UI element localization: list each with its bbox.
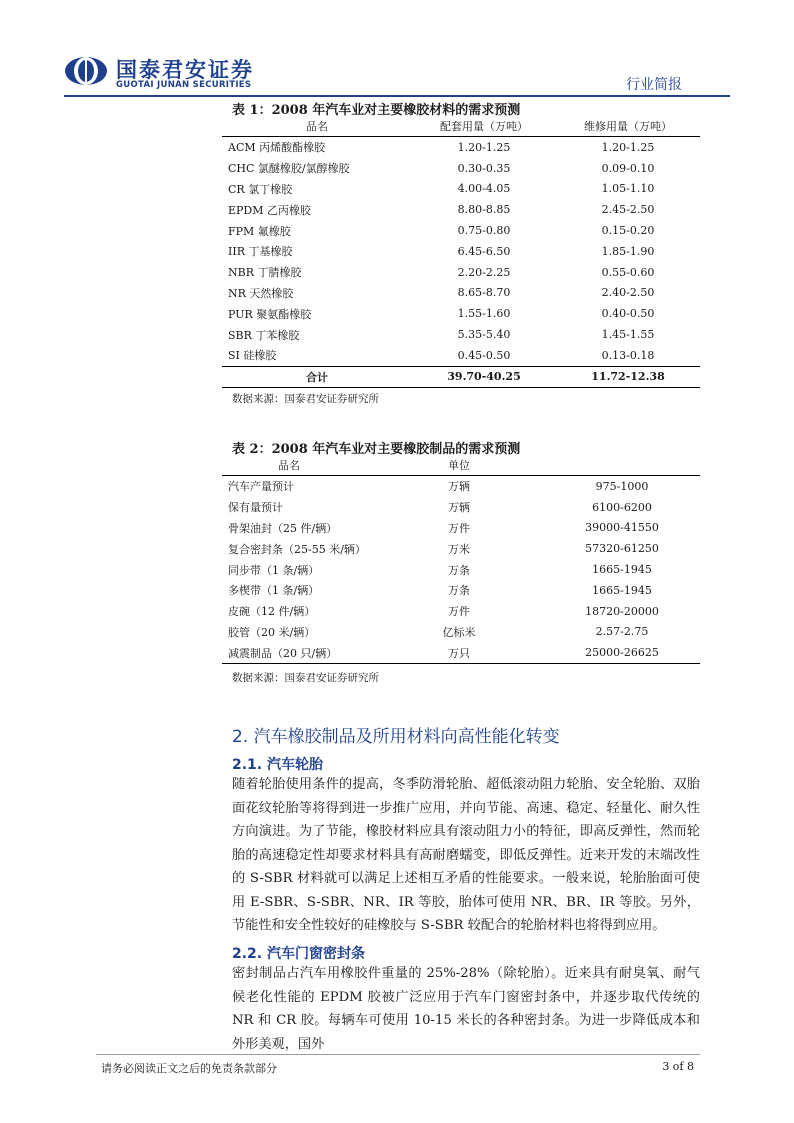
table-cell: 皮碗（12 件/辆）	[228, 605, 316, 619]
table-cell: SI 硅橡胶	[228, 349, 277, 363]
table-row	[222, 622, 700, 643]
table1-header-repair: 维修用量（万吨）	[556, 116, 700, 137]
table-row	[222, 179, 700, 200]
table-cell: PUR 聚氨酯橡胶	[228, 307, 312, 321]
table-cell: 多楔带（1 条/辆）	[228, 584, 320, 598]
table-row	[222, 345, 700, 366]
subsection-heading-seals: 2.2. 汽车门窗密封条	[232, 946, 365, 962]
table-row	[222, 199, 700, 220]
total-cell: 11.72-12.38	[556, 366, 700, 387]
table-cell: 1.20-1.25	[601, 140, 655, 154]
table-cell: 975-1000	[595, 479, 649, 493]
total-cell: 39.70-40.25	[412, 366, 556, 387]
table-cell: 4.00-4.05	[457, 182, 511, 196]
table-cell: 1.05-1.10	[601, 182, 655, 196]
table-cell: 0.13-0.18	[601, 348, 655, 362]
table-row	[222, 241, 700, 262]
table-cell: 0.09-0.10	[601, 161, 655, 175]
table-cell: 骨架油封（25 件/辆）	[228, 521, 338, 535]
table1-total-row	[222, 366, 700, 387]
table2-title: 表 2：2008 年汽车业对主要橡胶制品的需求预测	[232, 442, 521, 457]
paragraph-seals: 密封制品占汽车用橡胶件重量的 25%-28%（除轮胎）。近来具有耐臭氧、耐气候老化性能的 EPDM 胶被广泛应用于汽车门窗密封条中，并逐步取代传统的 NR 和 CR 胶。每辆车可使用 10-15 米长的各种密封条。为进一步降低成本和外形美观，国外	[232, 966, 700, 1052]
table-cell: 1.45-1.55	[601, 328, 655, 342]
logo-english-name: GUOTAI JUNAN SECURITIES	[116, 80, 252, 90]
table1-title: 表 1：2008 年汽车业对主要橡胶材料的需求预测	[232, 103, 521, 118]
table-cell: NBR 丁腈橡胶	[228, 266, 302, 280]
table-cell: 万米	[448, 542, 470, 556]
table-cell: 2.40-2.50	[601, 286, 655, 300]
table-row	[222, 642, 700, 663]
table-row	[222, 324, 700, 345]
table-row	[222, 283, 700, 304]
table-cell: 亿标米	[442, 625, 476, 639]
table-row	[222, 518, 700, 539]
table-cell: 6.45-6.50	[457, 244, 511, 258]
report-type-label: 行业简报	[626, 77, 682, 93]
table-cell: 39000-41550	[585, 521, 659, 535]
logo-chinese-name: 国泰君安证券	[116, 58, 254, 82]
table2-header-unit: 单位	[374, 455, 544, 476]
header-divider	[64, 95, 730, 97]
table-cell: 减震制品（20 只/辆）	[222, 642, 374, 663]
table-cell: 汽车产量预计	[228, 480, 294, 494]
table-cell: FPM 氟橡胶	[228, 224, 291, 238]
table-cell: 万件	[448, 521, 470, 535]
table1-header-name: 品名	[222, 116, 412, 137]
table-cell: NR 天然橡胶	[228, 286, 294, 300]
table-cell: 8.80-8.85	[457, 203, 511, 217]
table-cell: 0.55-0.60	[601, 265, 655, 279]
table2-body	[222, 476, 700, 664]
table-cell: 万只	[374, 642, 544, 663]
table-cell: 1.20-1.25	[457, 140, 511, 154]
table-row	[222, 538, 700, 559]
table-cell: 18720-20000	[585, 604, 659, 618]
table-cell: 0.15-0.20	[601, 224, 655, 238]
table-row	[222, 497, 700, 518]
table2	[222, 455, 700, 664]
table-cell: 57320-61250	[585, 542, 659, 556]
table-row	[222, 303, 700, 324]
table-cell: 5.35-5.40	[457, 328, 511, 342]
table-row	[222, 476, 700, 497]
table1	[222, 116, 700, 388]
table-cell: ACM 丙烯酸酯橡胶	[228, 141, 326, 155]
table-cell: 万条	[448, 584, 470, 598]
table-cell: IIR 丁基橡胶	[228, 245, 293, 259]
table-cell: 胶管（20 米/辆）	[228, 625, 316, 639]
paragraph-tires: 随着轮胎使用条件的提高，冬季防滑轮胎、超低滚动阻力轮胎、安全轮胎、双胎面花纹轮胎等将得到进一步推广应用，并向节能、高速、稳定、轻量化、耐久性方向演进。为了节能，橡胶材料应具有滚动阻力小的特征，即高反弹性，然而轮胎的高速稳定性却要求材料具有高耐磨蠕变，即低反弹性。近来开发的末端改性的 S-SBR 材料就可以满足上述相互矛盾的性能要求。一般来说，轮胎胎面可使用 E-SBR、S-SBR、NR、IR 等胶，胎体可使用 NR、BR、IR 等胶。另外，节能性和安全性较好的硅橡胶与 S-SBR 较配合的轮胎材料也将得到应用。	[232, 777, 700, 933]
table-cell: 1665-1945	[592, 583, 652, 597]
table-row	[222, 262, 700, 283]
table-cell: 2.45-2.50	[601, 203, 655, 217]
footer-disclaimer: 请务必阅读正文之后的免责条款部分	[101, 1062, 277, 1075]
table-row	[222, 137, 700, 158]
table-cell: 万件	[448, 605, 470, 619]
table2-header-row	[222, 455, 700, 476]
table-cell: 25000-26625	[544, 642, 700, 663]
page-number: 3 of 8	[662, 1060, 694, 1073]
table-cell: 0.45-0.50	[457, 348, 511, 362]
table-row	[222, 220, 700, 241]
table1-header-oem: 配套用量（万吨）	[412, 116, 556, 137]
table-row	[222, 601, 700, 622]
table-cell: 0.75-0.80	[457, 224, 511, 238]
total-cell: 合计	[222, 366, 412, 387]
table-row	[222, 559, 700, 580]
table-cell: 1.55-1.60	[457, 307, 511, 321]
table1-header-row	[222, 116, 700, 137]
table-cell: 2.57-2.75	[595, 625, 649, 639]
table-cell: 万辆	[448, 480, 470, 494]
logo-mark-icon	[64, 56, 108, 86]
section-heading: 2. 汽车橡胶制品及所用材料向高性能化转变	[232, 727, 560, 747]
table-cell: 6100-6200	[592, 500, 652, 514]
table-cell: 保有量预计	[228, 501, 283, 515]
table-cell: SBR 丁苯橡胶	[228, 328, 300, 342]
table-cell: 1.85-1.90	[601, 244, 655, 258]
table2-source: 数据来源：国泰君安证券研究所	[232, 672, 379, 684]
table-cell: CHC 氯醚橡胶/氯醇橡胶	[228, 162, 350, 176]
table-cell: 复合密封条（25-55 米/辆）	[228, 542, 366, 556]
table-cell: 万辆	[448, 501, 470, 515]
table2-header-value	[544, 455, 700, 476]
table-cell: 8.65-8.70	[457, 286, 511, 300]
table-cell: EPDM 乙丙橡胶	[228, 203, 312, 217]
table-cell: 0.30-0.35	[457, 161, 511, 175]
table-cell: 0.40-0.50	[601, 307, 655, 321]
table-cell: 1665-1945	[592, 563, 652, 577]
table-row	[222, 158, 700, 179]
table1-body	[222, 137, 700, 388]
footer-divider	[96, 1054, 700, 1055]
table2-header-name: 品名	[222, 455, 374, 476]
subsection-heading-tires: 2.1. 汽车轮胎	[232, 757, 323, 773]
table-row	[222, 580, 700, 601]
table-cell: 万条	[448, 563, 470, 577]
table-cell: 2.20-2.25	[457, 265, 511, 279]
table-cell: CR 氯丁橡胶	[228, 182, 293, 196]
table-cell: 同步带（1 条/辆）	[228, 563, 320, 577]
table1-source: 数据来源：国泰君安证券研究所	[232, 393, 379, 405]
